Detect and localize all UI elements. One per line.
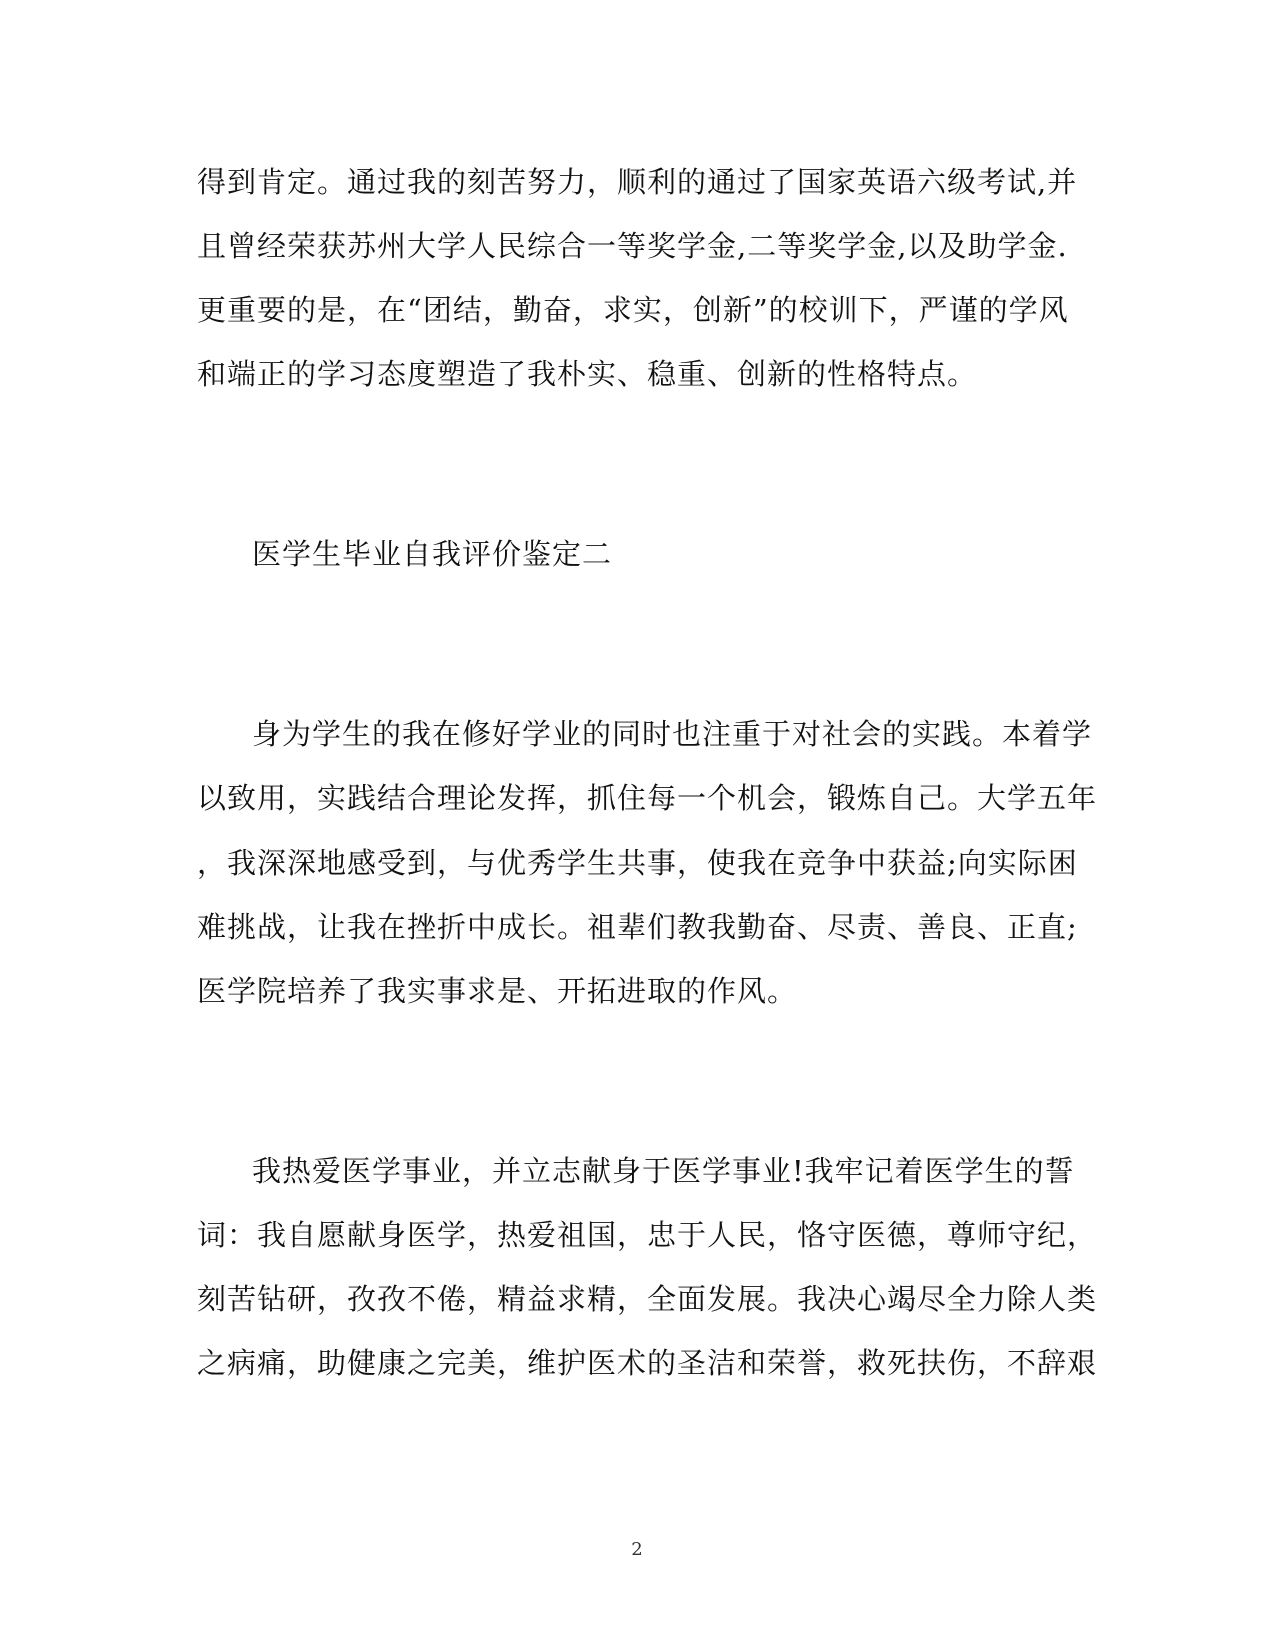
text-line: 和端正的学习态度塑造了我朴实、稳重、创新的性格特点。 [197, 357, 978, 391]
page-number: 2 [631, 1539, 643, 1560]
text-line: ，我深深地感受到，与优秀学生共事，使我在竞争中获益;向实际困 [197, 846, 1078, 880]
text-line: 刻苦钻研，孜孜不倦，精益求精，全面发展。我决心竭尽全力除人类 [197, 1282, 1098, 1316]
text-line: 医学院培养了我实事求是、开拓进取的作风。 [197, 974, 798, 1008]
text-line: 以致用，实践结合理论发挥，抓住每一个机会，锻炼自己。大学五年 [197, 781, 1098, 815]
text-line: 词：我自愿献身医学，热爱祖国，忠于人民，恪守医德，尊师守纪， [197, 1218, 1098, 1252]
text-line: 之病痛，助健康之完美，维护医术的圣洁和荣誉，救死扶伤，不辞艰 [197, 1346, 1098, 1380]
text-line: 更重要的是，在“团结，勤奋，求实，创新”的校训下，严谨的学风 [197, 293, 1069, 327]
section-heading: 医学生毕业自我评价鉴定二 [252, 537, 613, 571]
text-line: 难挑战，让我在挫折中成长。祖辈们教我勤奋、尽责、善良、正直; [197, 910, 1078, 944]
text-line: 我热爱医学事业，并立志献身于医学事业!我牢记着医学生的誓 [252, 1154, 1075, 1188]
text-line: 得到肯定。通过我的刻苦努力，顺利的通过了国家英语六级考试,并 [197, 165, 1078, 199]
text-line: 身为学生的我在修好学业的同时也注重于对社会的实践。本着学 [252, 717, 1093, 751]
text-line: 且曾经荣获苏州大学人民综合一等奖学金,二等奖学金,以及助学金. [197, 229, 1068, 263]
